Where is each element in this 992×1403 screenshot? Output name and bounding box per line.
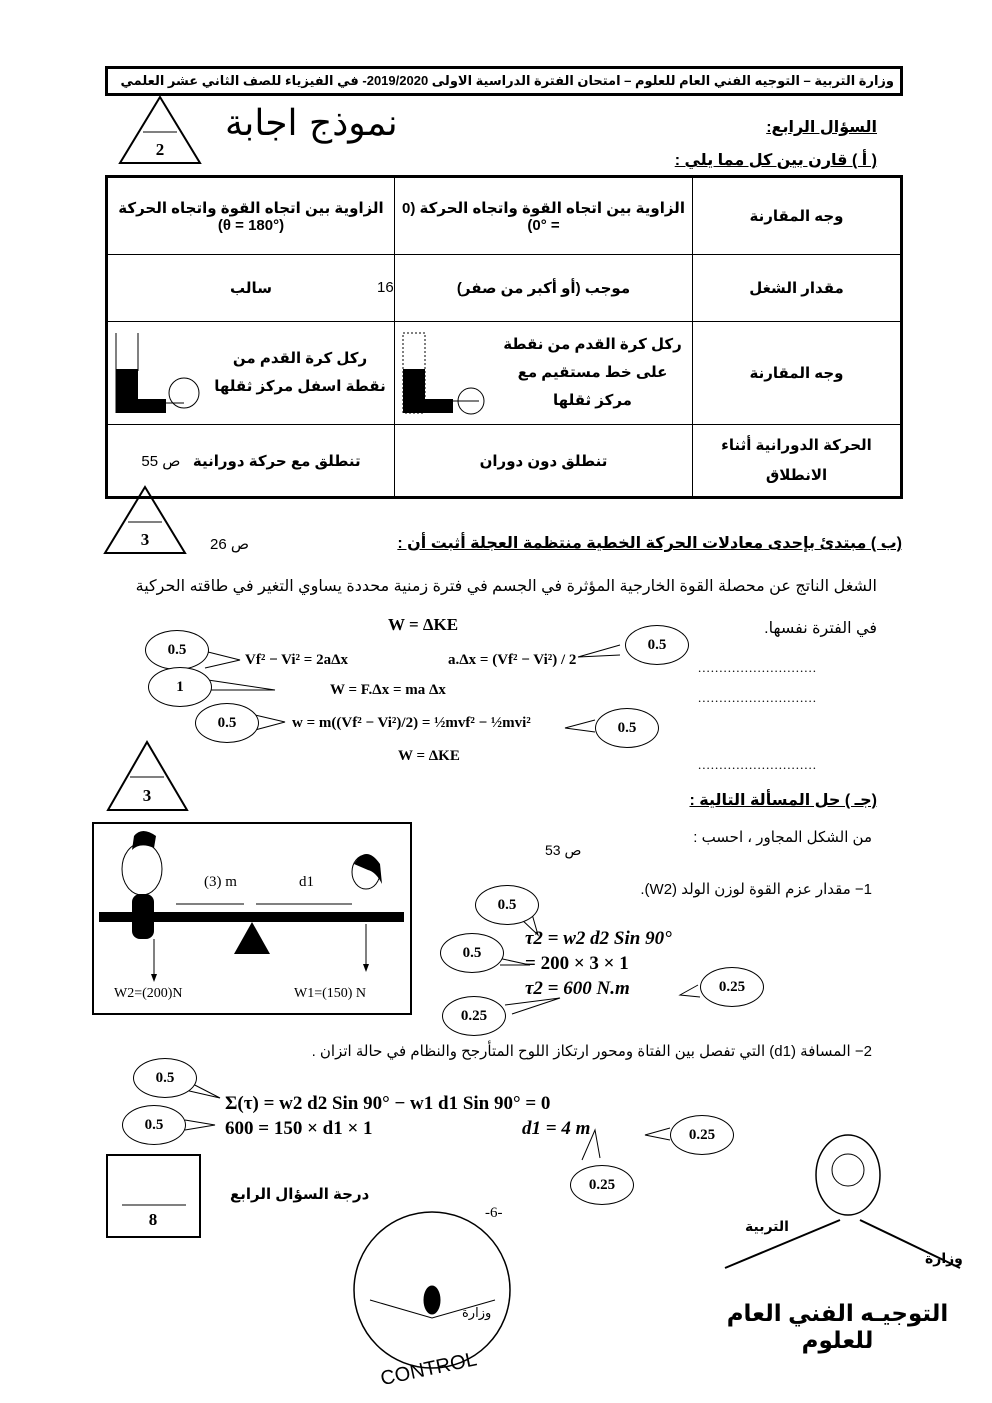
table-row [107, 255, 902, 322]
eq-work-expand: w = m((Vf² − Vi²)/2) = ½mvf² − ½mvi² [292, 715, 531, 731]
table-row [107, 177, 902, 255]
distance-right-label: d1 [299, 874, 314, 890]
q1-eq-1: τ2 = w2 d2 Sin 90° [525, 928, 672, 949]
mark-bubble: 0.25 [700, 967, 764, 1007]
part-c-page-ref: ص 53 [545, 842, 582, 858]
page-number: -6- [485, 1205, 503, 1221]
q2-eq-3: d1 = 4 m [522, 1118, 591, 1139]
mark-bubble: 0.5 [122, 1105, 186, 1145]
question-title: السؤال الرابع: [766, 119, 877, 136]
kick-below-figure [114, 331, 204, 416]
q1-eq-2: = 200 × 3 × 1 [525, 953, 629, 974]
weight-girl-label: W1=(150) N [294, 986, 367, 1001]
row-label: وجه المقارنة [693, 322, 902, 425]
mark-bubble: 0.25 [670, 1115, 734, 1155]
kick-center-figure [401, 331, 491, 416]
score-b-value: 3 [140, 530, 150, 549]
comparison-table [105, 175, 903, 499]
header-cell: الزاوية بين اتجاه القوة واتجاه الحركة (0 = °0) [395, 177, 693, 255]
seesaw-figure [92, 822, 412, 1015]
mark-bubble: 0.5 [145, 630, 209, 670]
total-score-value: 8 [148, 1210, 158, 1229]
eq-a-dx: a.Δx = (Vf² − Vi²) / 2 [448, 652, 577, 668]
distance-left-label: (3) m [204, 874, 237, 890]
handwritten-annotation: نموذج اجابة [225, 103, 398, 144]
answer-line: ............................ [698, 660, 817, 675]
stamp-text: CONTROL [378, 1348, 479, 1391]
table-row [107, 322, 902, 425]
part-b-page-ref: ص 26 [210, 536, 249, 553]
eq-kinematic: Vf² − Vi² = 2aΔx [245, 652, 348, 668]
q2-eq-2: 600 = 150 × d1 × 1 [225, 1118, 373, 1139]
mark-bubble: 0.25 [570, 1165, 634, 1205]
cell-text: ركل كرة القدم من نقطة اسفل مركز ثقلها [214, 350, 386, 395]
part-b-prompt: (ب ) مبتدئ بإحدى معادلات الحركة الخطية منتظمة العجلة أثبت أن : [397, 535, 902, 552]
part-c-prompt: (جـ ) حل المسألة التالية : [689, 792, 877, 809]
answer-line: ............................ [698, 757, 817, 772]
weight-boy-label: W2=(200)N [114, 986, 183, 1001]
mark-bubble: 0.5 [195, 703, 259, 743]
cell [377, 255, 693, 322]
logo-name: التوجيـه الفني العام للعلوم [726, 1300, 949, 1353]
question-1: 1− مقدار عزم القوة لوزن الولد (W2). [640, 881, 872, 898]
cell: سالب [107, 255, 395, 322]
cell [107, 322, 395, 425]
logo-word-right: التربية [745, 1218, 789, 1234]
control-stamp [354, 1212, 510, 1368]
part-a-prompt: ( أ ) قارن بين كل مما يلي : [674, 152, 877, 169]
score-a-value: 2 [155, 140, 165, 159]
stamp-ministry: وزارة [462, 1305, 492, 1320]
answer-line: ............................ [698, 690, 817, 705]
cell [107, 425, 395, 498]
part-c-intro: من الشكل المجاور ، احسب : [693, 829, 872, 846]
mark-bubble: 0.5 [595, 708, 659, 748]
eq-work-force: W = F.Δx = ma Δx [330, 682, 446, 698]
header-cell: وجه المقارنة [693, 177, 902, 255]
q1-eq-3: τ2 = 600 N.m [525, 978, 630, 999]
cell-text: موجب (أو أكبر من صفر) [456, 280, 631, 297]
cell [395, 322, 693, 425]
page-note: ص 55 [141, 452, 181, 470]
logo-word-left: وزارة [925, 1250, 963, 1266]
total-score-label: درجة السؤال الرابع [230, 1186, 370, 1203]
mark-bubble: 0.25 [442, 996, 506, 1036]
exam-header: وزارة التربية – التوجيه الفني العام للعلوم – امتحان الفترة الدراسية الاولى 2019/2020- في الفيزياء للصف الثاني عشر العلمي [105, 66, 903, 96]
cell-text: ركل كرة القدم من نقطة على خط مستقيم مع مركز ثقلها [503, 336, 682, 409]
part-b-statement: الشغل الناتج عن محصلة القوة الخارجية المؤثرة في الجسم في فترة زمنية محددة يساوي التغير في طاقته الحركية في الفترة نفسها. [135, 578, 877, 637]
row-label: الحركة الدورانية أثناء الانطلاق [693, 425, 902, 498]
mark-bubble: 1 [148, 667, 212, 707]
mark-bubble: 0.5 [440, 933, 504, 973]
row-label: مقدار الشغل [693, 255, 902, 322]
cell: تنطلق دون دوران [395, 425, 693, 498]
mark-bubble: 0.5 [475, 885, 539, 925]
header-cell: الزاوية بين اتجاه القوة واتجاه الحركة (θ = 180°) [107, 177, 395, 255]
page-note: 16 [377, 279, 394, 296]
eq-work-energy-result: W = ΔKE [398, 748, 460, 764]
ministry-logo-emblem [725, 1135, 960, 1268]
mark-bubble: 0.5 [133, 1058, 197, 1098]
eq-work-energy: W = ΔKE [388, 615, 459, 634]
mark-bubble: 0.5 [625, 625, 689, 665]
question-2: 2− المسافة (d1) التي تفصل بين الفتاة ومحور ارتكاز اللوح المتأرجح والنظام في حالة اتزان . [311, 1043, 872, 1060]
table-row [107, 425, 902, 498]
cell-text: تنطلق مع حركة دورانية [192, 452, 361, 470]
score-c-value: 3 [142, 786, 152, 805]
q2-eq-1: Σ(τ) = w2 d2 Sin 90° − w1 d1 Sin 90° = 0 [225, 1093, 551, 1114]
